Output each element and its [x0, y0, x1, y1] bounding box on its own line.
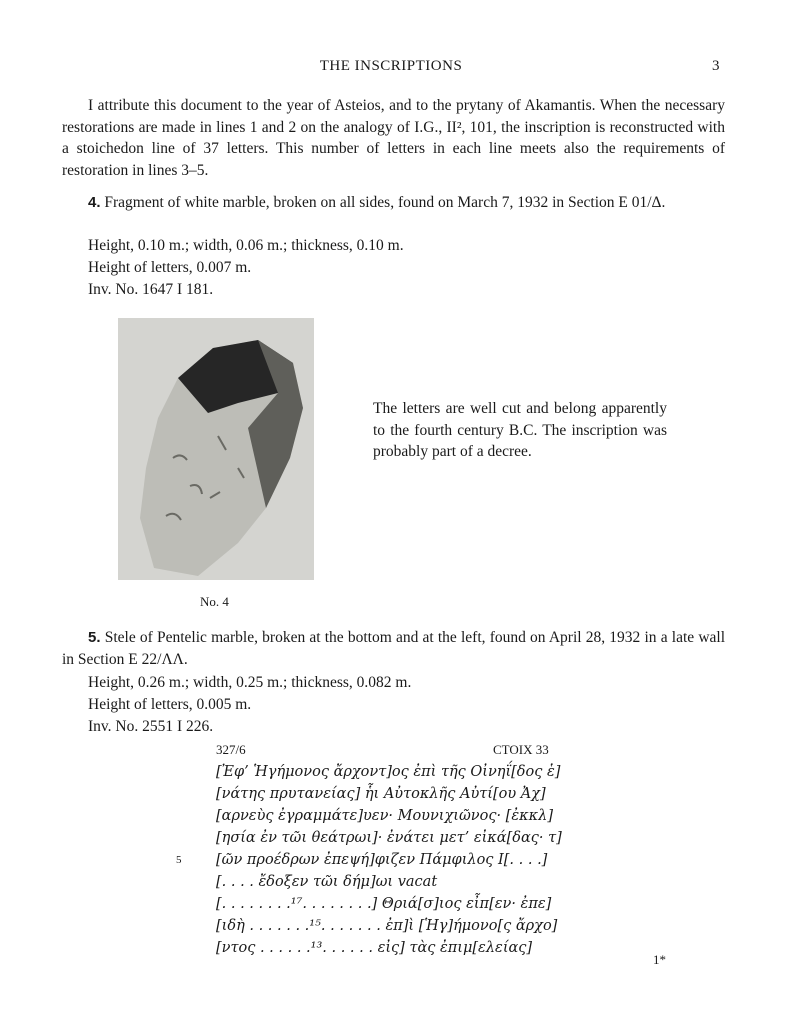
entry-4-text: Fragment of white marble, broken on all sides, found on March 7, 1932 in Section E 01/Δ. — [104, 194, 666, 211]
photo-caption: No. 4 — [200, 594, 229, 609]
entry-5-dimensions: Height, 0.26 m.; width, 0.25 m.; thickness, 0.082 m. — [88, 674, 412, 691]
marble-fragment-photo — [118, 318, 314, 580]
inscription-line: [Ἐφ’ Ἡγήμονος ἄρχοντ]ος ἐπὶ τῆς Οἰνηΐ[δος ἑ] — [216, 764, 561, 780]
entry-4-inventory: Inv. No. 1647 I 181. — [88, 281, 214, 298]
inscription-line: [αρνεὺς ἐγραμμάτε]υεν· Μουνιχιῶνος· [ἐκκλ] — [216, 808, 553, 824]
intro-paragraph: I attribute this document to the year of Asteios, and to the prytany of Akamantis. When the necessary restorations are made in lines 1 and 2 on the analogy of I.G., II², 101, the inscription is reconstructed with a stoichedon line of 37 letters. This number of letters in each line meets also the requirements of restoration in lines 3–5. — [62, 97, 725, 179]
line-number: 5 — [176, 854, 182, 866]
inscription-date: 327/6 — [216, 742, 246, 757]
entry-4-number: 4. — [88, 194, 101, 211]
inscription-line: [νάτης πρυτανείας] ἧι Αὐτοκλῆς Αὐτί[ου Ἀχ] — [216, 786, 546, 802]
inscription-line: [. . . . ἔδοξεν τῶι δήμ]ωι vacat — [216, 874, 438, 890]
stoichedon-count: CTOIX 33 — [493, 742, 549, 757]
entry-4-dimensions: Height, 0.10 m.; width, 0.06 m.; thickness, 0.10 m. — [88, 237, 404, 254]
page-number: 3 — [712, 58, 720, 74]
inscription-line: [ῶν προέδρων ἐπεψή]φιζεν Πάμφιλος Ι[. . . .] — [216, 852, 548, 868]
running-header: THE INSCRIPTIONS — [319, 58, 463, 74]
entry-4-description — [62, 192, 725, 214]
inscription-line: [ιδὴ . . . . . . .¹⁵. . . . . . . ἐπ]ὶ [Ἡγ]ήμονο[ς ἄρχο] — [216, 918, 558, 934]
entry-5-inventory: Inv. No. 2551 I 226. — [88, 718, 214, 735]
entry-5-description — [62, 627, 725, 670]
inscription-line: [ντος . . . . . .¹³. . . . . . εἰς] τὰς ἐπιμ[ελείας] — [216, 940, 533, 956]
entry-4-letter-height: Height of letters, 0.007 m. — [88, 259, 252, 276]
entry-4-commentary: The letters are well cut and belong apparently to the fourth century B.C. The inscription was probably part of a decree. — [373, 400, 667, 460]
inscription-line: [ησία ἐν τῶι θεάτρωι]· ἐνάτει μετ’ εἰκά[δας· τ] — [216, 830, 562, 846]
inscription-line: [. . . . . . . .¹⁷. . . . . . . .] Θριά[σ]ιος εἶπ[εν· ἐπε] — [216, 896, 552, 912]
entry-5-number: 5. — [88, 629, 101, 646]
entry-5-text: Stele of Pentelic marble, broken at the bottom and at the left, found on April 28, 1932 in a late wall in Section E 22/ΛΛ. — [62, 629, 726, 668]
signature-mark: 1* — [653, 952, 666, 967]
entry-5-letter-height: Height of letters, 0.005 m. — [88, 696, 252, 713]
